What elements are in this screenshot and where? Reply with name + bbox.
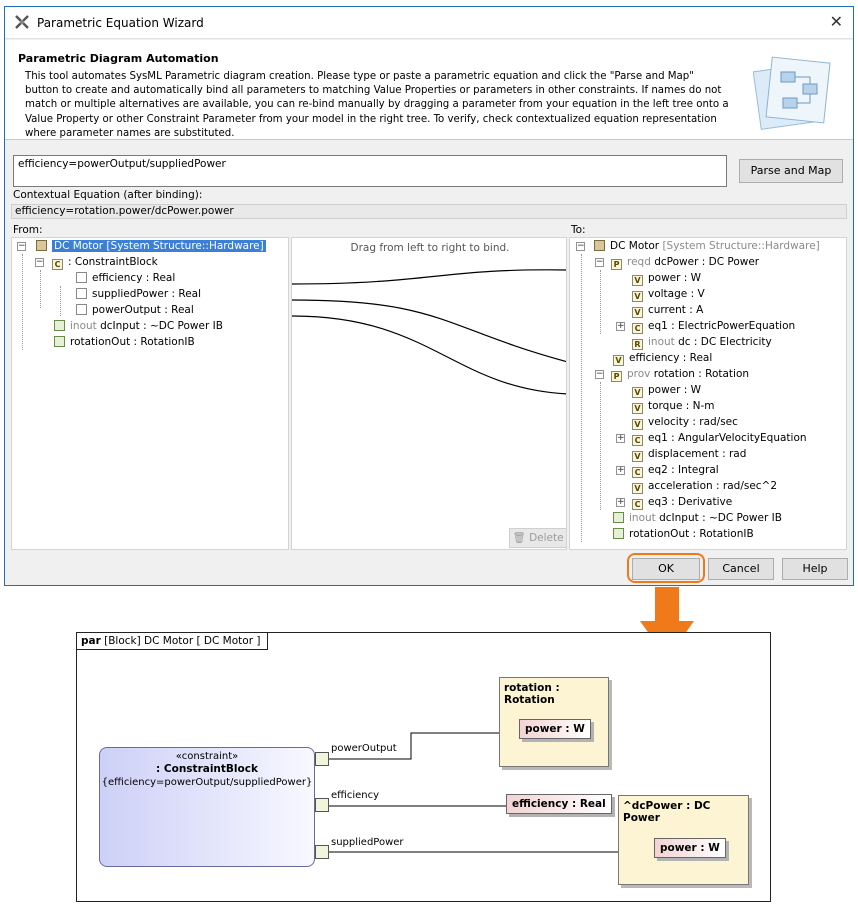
tree-value-efficiency[interactable]: V efficiency : Real xyxy=(613,351,712,366)
tree-value-power[interactable]: V power : W xyxy=(632,271,701,286)
tree-port-rotation-out[interactable]: rotationOut : RotationIB xyxy=(54,335,195,350)
delete-button[interactable]: 🗑 Delete xyxy=(509,528,567,548)
tree-root-dc-motor[interactable]: DC Motor [System Structure::Hardware] xyxy=(36,239,266,254)
diagram-frame-tab: par [Block] DC Motor [ DC Motor ] xyxy=(77,633,268,650)
constraint-icon: C xyxy=(632,499,643,510)
port-supplied-power[interactable] xyxy=(315,845,329,859)
tree-value-displacement[interactable]: V displacement : rad xyxy=(632,447,746,462)
collapse-icon[interactable]: − xyxy=(596,257,604,267)
tree-port-dc-input[interactable]: inout dcInput : ~DC Power IB xyxy=(54,319,223,334)
ok-label: OK xyxy=(658,562,674,575)
block-icon xyxy=(36,240,47,251)
port-icon xyxy=(613,512,624,523)
expand-icon[interactable]: + xyxy=(617,321,625,331)
constraint-icon: C xyxy=(632,323,643,334)
value-property-icon: V xyxy=(632,483,643,494)
tree-param-power-output[interactable]: powerOutput : Real xyxy=(76,303,194,318)
expand-icon[interactable]: + xyxy=(617,497,625,507)
value-property-icon: V xyxy=(632,291,643,302)
help-button[interactable] xyxy=(782,558,848,580)
value-property-icon: V xyxy=(632,451,643,462)
tree-value-current[interactable]: V current : A xyxy=(632,303,703,318)
binding-line-efficiency xyxy=(292,270,567,284)
constraint-icon: C xyxy=(632,467,643,478)
port-icon xyxy=(613,528,624,539)
to-label: To: xyxy=(571,224,586,236)
tree-node-constraint[interactable]: C : ConstraintBlock xyxy=(52,255,158,270)
from-tree[interactable] xyxy=(11,237,289,550)
parameter-icon xyxy=(76,272,87,283)
port-icon xyxy=(54,320,65,331)
reference-icon: R xyxy=(632,339,643,350)
value-property-icon: V xyxy=(632,403,643,414)
tree-constraint-eq2[interactable]: C eq2 : Integral xyxy=(632,463,719,478)
contextual-equation-label: Contextual Equation (after binding): xyxy=(13,189,203,201)
parameter-icon xyxy=(76,304,87,315)
header-title: Parametric Diagram Automation xyxy=(18,52,219,65)
tree-part-rotation[interactable]: P prov rotation : Rotation xyxy=(611,367,749,382)
binding-line-power-output xyxy=(292,316,567,394)
binding-panel[interactable] xyxy=(291,237,567,550)
tree-root-dc-motor[interactable]: DC Motor [System Structure::Hardware] xyxy=(594,239,820,254)
app-logo-icon xyxy=(14,14,30,30)
tree-constraint-rot-eq1[interactable]: C eq1 : AngularVelocityEquation xyxy=(632,431,807,446)
tree-port-rotation-out[interactable]: rotationOut : RotationIB xyxy=(613,527,754,542)
tree-value-voltage[interactable]: V voltage : V xyxy=(632,287,705,302)
splitter-handle[interactable] xyxy=(288,368,289,402)
dcpower-part-title: ^dcPower : DC Power xyxy=(623,800,711,824)
tree-constraint-eq3[interactable]: C eq3 : Derivative xyxy=(632,495,732,510)
parameter-icon xyxy=(76,288,87,299)
value-property-icon: V xyxy=(632,387,643,398)
collapse-icon[interactable]: − xyxy=(18,241,26,251)
tree-port-dc-input[interactable]: inout dcInput : ~DC Power IB xyxy=(613,511,782,526)
binding-lines xyxy=(292,238,567,550)
port-label-supplied-power: suppliedPower xyxy=(331,837,404,848)
tree-value-velocity[interactable]: V velocity : rad/sec xyxy=(632,415,738,430)
help-label: Help xyxy=(802,562,828,575)
constraint-stereotype: «constraint» xyxy=(175,751,239,762)
tree-param-supplied-power[interactable]: suppliedPower : Real xyxy=(76,287,201,302)
tree-part-dcpower[interactable]: P reqd dcPower : DC Power xyxy=(611,255,759,270)
value-property-icon: V xyxy=(632,419,643,430)
from-label: From: xyxy=(13,224,43,236)
window-title: Parametric Equation Wizard xyxy=(37,16,204,30)
parametric-diagram xyxy=(76,632,771,902)
wizard-header xyxy=(5,40,853,140)
part-icon: P xyxy=(611,371,622,382)
tree-value-torque[interactable]: V torque : N-m xyxy=(632,399,715,414)
wizard-dialog xyxy=(4,6,854,586)
tree-constraint-eq1[interactable]: C eq1 : ElectricPowerEquation xyxy=(632,319,795,334)
block-icon xyxy=(594,240,605,251)
constraint-icon: C xyxy=(52,259,63,270)
contextual-equation-field: efficiency=rotation.power/dcPower.power xyxy=(11,204,847,219)
binding-line-supplied-power xyxy=(292,300,567,362)
port-label-efficiency: efficiency xyxy=(331,790,380,801)
drag-hint-text: Drag from left to right to bind. xyxy=(350,242,510,254)
cancel-label: Cancel xyxy=(722,562,760,575)
dcpower-power-value[interactable]: power : W xyxy=(654,838,726,858)
constraint-equation: {efficiency=powerOutput/suppliedPower} xyxy=(101,777,313,788)
tree-port-dc[interactable]: R inout dc : DC Electricity xyxy=(632,335,772,350)
to-tree[interactable] xyxy=(569,237,847,550)
port-efficiency[interactable] xyxy=(315,798,329,812)
header-description: This tool automates SysML Parametric diagram creation. Please type or paste a parametric equation and click the "Parse and Map" button to create and automatically bind all parameters to matching Value Properties or parameters in other constraints. If names do not match or multiple alternatives are available, you can re-bind manually by dragging a parameter from your equation in the left tree onto a Value Property or other Constraint Parameter from your model in the right tree. To verify, check contextualized equation representation where parameter names are substituted. xyxy=(25,71,729,139)
equation-input[interactable]: efficiency=powerOutput/suppliedPower xyxy=(13,155,727,187)
parse-and-map-label: Parse and Map xyxy=(750,164,832,177)
rotation-power-value[interactable]: power : W xyxy=(519,719,591,739)
expand-icon[interactable]: + xyxy=(617,433,625,443)
tree-value-acceleration[interactable]: V acceleration : rad/sec^2 xyxy=(632,479,777,494)
tree-value-rot-power[interactable]: V power : W xyxy=(632,383,701,398)
part-icon: P xyxy=(611,259,622,270)
constraint-name: : ConstraintBlock xyxy=(156,763,258,775)
cancel-button[interactable] xyxy=(708,558,774,580)
collapse-icon[interactable]: − xyxy=(36,257,44,267)
value-property-icon: V xyxy=(613,355,624,366)
rotation-part-title: rotation : Rotation xyxy=(504,682,560,706)
trash-icon: 🗑 xyxy=(512,532,526,544)
ok-button[interactable] xyxy=(632,558,700,580)
diagram-illustration-icon xyxy=(753,50,833,132)
constraint-block[interactable] xyxy=(99,747,315,867)
value-property-icon: V xyxy=(632,275,643,286)
collapse-icon[interactable]: − xyxy=(577,241,585,251)
port-icon xyxy=(54,336,65,347)
port-label-power-output: powerOutput xyxy=(331,743,397,754)
tree-param-efficiency[interactable]: efficiency : Real xyxy=(76,271,175,286)
constraint-icon: C xyxy=(632,435,643,446)
value-property-icon: V xyxy=(632,307,643,318)
expand-icon[interactable]: + xyxy=(617,465,625,475)
collapse-icon[interactable]: − xyxy=(596,369,604,379)
close-icon[interactable]: ✕ xyxy=(829,12,843,31)
efficiency-value[interactable]: efficiency : Real xyxy=(506,794,612,814)
port-power-output[interactable] xyxy=(315,752,329,766)
title-bar xyxy=(5,7,853,39)
parse-and-map-button[interactable] xyxy=(739,159,843,183)
